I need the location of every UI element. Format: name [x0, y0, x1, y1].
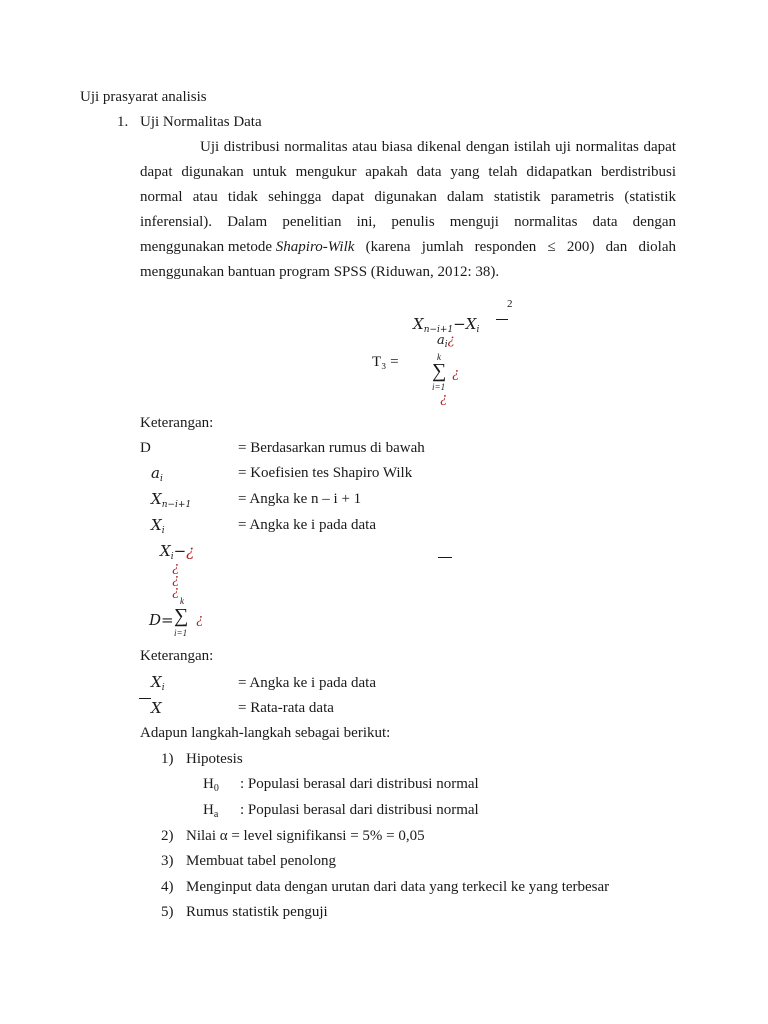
glyph: ¿ [196, 611, 204, 627]
paragraph-line-5 [140, 240, 676, 255]
keterangan-label: Keterangan: [140, 415, 214, 431]
sigma-icon: ∑ [432, 360, 447, 382]
overbar [139, 698, 151, 699]
sigma-top: k [180, 596, 184, 606]
method-name: Shapiro-Wilk [275, 239, 355, 255]
step-number: 1) [161, 751, 174, 767]
def-term: D [140, 440, 151, 456]
formula-d-term: $X_i-¿$ [160, 542, 195, 562]
step-text: Nilai α = level signifikansi = 5% = 0,05 [186, 828, 425, 844]
paragraph-line-1: Uji distribusi normalitas atau biasa dikenal dengan istilah uji normalitas dapat [200, 139, 676, 155]
def-desc: = Angka ke n – i + 1 [238, 491, 362, 507]
formula-t3-lhs: T₃ = [372, 354, 399, 370]
step-number: 2) [161, 828, 174, 844]
overbar [438, 557, 452, 558]
def-term: $X_i$ [151, 673, 165, 693]
step-text: Membuat tabel penolong [186, 853, 336, 869]
def-desc: = Angka ke i pada data [238, 675, 376, 691]
paragraph-line-4: inferensial). Dalam penelitian ini, penulis menguji normalitas data dengan [140, 214, 676, 230]
formula-d-lhs: D= [149, 611, 174, 629]
def-desc: = Angka ke i pada data [238, 517, 376, 533]
paragraph-line-6: menggunakan bantuan program SPSS (Riduwan, 2012: 38). [140, 264, 500, 280]
step-text: Rumus statistik penguji [186, 904, 328, 920]
section-title: Uji Normalitas Data [140, 114, 262, 130]
hypothesis-label: $H_0$ [203, 776, 219, 794]
def-term: X [151, 699, 162, 717]
steps-intro: Adapun langkah-langkah sebagai berikut: [140, 725, 391, 741]
sigma-bottom: i=1 [174, 628, 188, 638]
def-desc: = Rata-rata data [238, 700, 334, 716]
coefficient: $a_i¿$ [437, 333, 455, 350]
glyph: ¿ [172, 571, 180, 587]
def-desc: = Berdasarkan rumus di bawah [238, 440, 425, 456]
overbar [496, 319, 508, 320]
glyph: ¿ [440, 390, 448, 406]
step-number: 4) [161, 879, 174, 895]
sigma-bottom: i=1 [432, 382, 446, 392]
def-term: $X_i$ [151, 516, 165, 536]
step-number: 5) [161, 904, 174, 920]
step-text: Menginput data dengan urutan dari data yang terkecil ke yang terbesar [186, 879, 610, 895]
paragraph-line-2: dapat digunakan untuk mengukur apakah data yang telah didapatkan berdistribusi [140, 164, 676, 180]
section-number: 1. [117, 114, 129, 130]
heading: Uji prasyarat analisis [80, 89, 207, 105]
paragraph-text: menggunakan metode [140, 239, 276, 255]
exponent: 2 [507, 298, 513, 310]
step-text: Hipotesis [186, 751, 243, 767]
def-desc: = Koefisien tes Shapiro Wilk [238, 465, 413, 481]
hypothesis-text: : Populasi berasal dari distribusi normal [240, 776, 479, 792]
def-term: $a_i$ [151, 464, 163, 484]
hypothesis-label: $H_a$ [203, 802, 219, 820]
sigma-top: k [437, 352, 441, 362]
glyph: ¿ [172, 583, 180, 599]
glyph: ¿ [452, 365, 460, 381]
sigma-icon: ∑ [174, 605, 189, 627]
step-number: 3) [161, 853, 174, 869]
paragraph-line-3: normal atau tidak sehingga dapat digunakan dalam statistik parametris (statistik [140, 189, 676, 205]
paragraph-text: (karena jumlah responden ≤ 200) dan diolah [354, 239, 676, 255]
hypothesis-text: : Populasi berasal dari distribusi normal [240, 802, 479, 818]
def-term: $X_{n-i+1}$ [151, 490, 192, 510]
keterangan-label: Keterangan: [140, 648, 214, 664]
numerator: $X_{n-i+1}-X_i$ [413, 315, 480, 335]
glyph: ¿ [172, 559, 180, 575]
